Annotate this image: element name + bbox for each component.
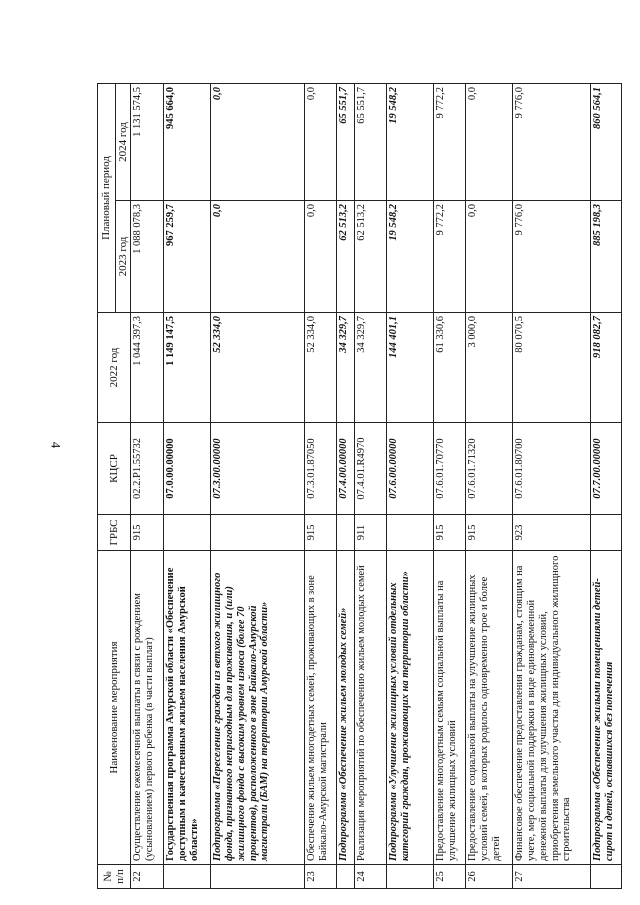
header-plan-period: Плановый период (98, 83, 116, 312)
table-row (513, 83, 591, 888)
cell-2022: 52 334,0 (211, 313, 305, 423)
table-row (355, 83, 387, 888)
cell-name: Предоставление социальной выплаты на улучшение жилищных условий семей, в которых родилось одновременно трое и более детей (466, 551, 513, 865)
cell-2023: 967 259,7 (164, 201, 211, 313)
table-row (466, 83, 513, 888)
budget-table (97, 83, 622, 889)
cell-grbs: 915 (131, 515, 164, 551)
table-row (387, 83, 434, 888)
cell-2024: 65 551,7 (337, 83, 355, 200)
cell-2023: 19 548,2 (387, 201, 434, 313)
table-row (164, 83, 211, 888)
cell-num (211, 865, 305, 889)
cell-2022: 80 070,5 (513, 313, 591, 423)
rotated-table-container (97, 84, 616, 889)
cell-2022: 144 401,1 (387, 313, 434, 423)
cell-num (591, 865, 622, 889)
cell-2023: 885 198,3 (591, 201, 622, 313)
cell-num: 25 (434, 865, 466, 889)
header-name: Наименование мероприятия (98, 551, 131, 865)
cell-2024: 945 664,0 (164, 83, 211, 200)
cell-num: 27 (513, 865, 591, 889)
table-row (211, 83, 305, 888)
cell-kcsr: 07.3.01.87050 (305, 423, 337, 515)
cell-grbs (387, 515, 434, 551)
cell-2023: 0,0 (305, 201, 337, 313)
cell-2023: 0,0 (211, 201, 305, 313)
cell-2023: 9 772,2 (434, 201, 466, 313)
cell-2022: 918 082,7 (591, 313, 622, 423)
cell-kcsr: 07.6.01.70770 (434, 423, 466, 515)
header-kcsr: КЦСР (98, 423, 131, 515)
table-row (305, 83, 337, 888)
cell-2024: 0,0 (211, 83, 305, 200)
cell-num: 26 (466, 865, 513, 889)
cell-kcsr: 07.6.01.71320 (466, 423, 513, 515)
cell-name: Подпрограмма «Переселение граждан из ветхого жилищного фонда, признанного непригодным для проживания, и (или) жилищного фонда с высоким уровнем износа (более 70 процентов), расположенного в зоне Байкало-Амурской магистрали (БАМ) на территории Амурской области» (211, 551, 305, 865)
cell-name: Государственная программа Амурской области «Обеспечение доступным и качественным жильем населения Амурской области» (164, 551, 211, 865)
cell-num: 23 (305, 865, 337, 889)
cell-grbs: 915 (434, 515, 466, 551)
cell-name: Финансовое обеспечение предоставления гражданам, стоящим на учете, мер социальной поддержки в виде единовременной денежной выплаты для улучшения жилищных условий, приобретения земельного участка для индивидуального жилищного строительства (513, 551, 591, 865)
cell-2022: 61 330,6 (434, 313, 466, 423)
cell-2024: 9 772,2 (434, 83, 466, 200)
cell-num: 24 (355, 865, 387, 889)
header-2024: 2024 год (116, 83, 131, 200)
cell-name: Обеспечение жильем многодетных семей, проживающих в зоне Байкало-Амурской магистрали (305, 551, 337, 865)
cell-2024: 0,0 (305, 83, 337, 200)
cell-2022: 34 329,7 (337, 313, 355, 423)
cell-name: Реализация мероприятий по обеспечению жильем молодых семей (355, 551, 387, 865)
cell-kcsr: 07.7.00.00000 (591, 423, 622, 515)
cell-2022: 52 334,0 (305, 313, 337, 423)
cell-2024: 19 548,2 (387, 83, 434, 200)
cell-kcsr: 07.6.00.00000 (387, 423, 434, 515)
cell-num (387, 865, 434, 889)
header-num: № п/п (98, 865, 131, 889)
cell-kcsr: 07.0.00.00000 (164, 423, 211, 515)
cell-2023: 0,0 (466, 201, 513, 313)
cell-2023: 1 088 078,3 (131, 201, 164, 313)
cell-name: Подпрограмма «Обеспечение жильем молодых семей» (337, 551, 355, 865)
table-body (131, 83, 622, 888)
cell-2023: 62 513,2 (337, 201, 355, 313)
cell-2022: 1 044 397,3 (131, 313, 164, 423)
cell-kcsr: 07.3.00.00000 (211, 423, 305, 515)
cell-2022: 1 149 147,5 (164, 313, 211, 423)
page-number: 4 (48, 441, 64, 449)
cell-grbs: 915 (466, 515, 513, 551)
cell-2023: 62 513,2 (355, 201, 387, 313)
header-2022: 2022 год (98, 313, 131, 423)
cell-name: Предоставление многодетным семьям социальной выплаты на улучшение жилищных условий (434, 551, 466, 865)
cell-2023: 9 776,0 (513, 201, 591, 313)
cell-grbs: 923 (513, 515, 591, 551)
cell-kcsr: 07.4.01.R4970 (355, 423, 387, 515)
cell-grbs (164, 515, 211, 551)
table-row (591, 83, 622, 888)
cell-kcsr: 07.4.00.00000 (337, 423, 355, 515)
cell-grbs (591, 515, 622, 551)
header-2023: 2023 год (116, 201, 131, 313)
cell-grbs (211, 515, 305, 551)
cell-2024: 65 551,7 (355, 83, 387, 200)
cell-2024: 1 131 574,5 (131, 83, 164, 200)
cell-name: Подпрограмма «Улучшение жилищных условий отдельных категорий граждан, проживающих на территории области» (387, 551, 434, 865)
cell-grbs: 911 (355, 515, 387, 551)
cell-2022: 34 329,7 (355, 313, 387, 423)
cell-num (337, 865, 355, 889)
table-row (337, 83, 355, 888)
cell-num (164, 865, 211, 889)
cell-kcsr: 07.6.01.80700 (513, 423, 591, 515)
cell-num: 22 (131, 865, 164, 889)
cell-2024: 9 776,0 (513, 83, 591, 200)
cell-2024: 860 564,1 (591, 83, 622, 200)
table-row (131, 83, 164, 888)
cell-kcsr: 02.2.P1.55732 (131, 423, 164, 515)
cell-2022: 3 000,0 (466, 313, 513, 423)
table-row (434, 83, 466, 888)
cell-2024: 0,0 (466, 83, 513, 200)
cell-grbs: 915 (305, 515, 337, 551)
cell-name: Осуществление ежемесячной выплаты в связи с рождением (усыновлением) первого ребенка (в части выплат) (131, 551, 164, 865)
cell-name: Подпрограмма «Обеспечение жилыми помещениями детей-сирот и детей, оставшихся без попечения (591, 551, 622, 865)
header-grbs: ГРБС (98, 515, 131, 551)
cell-grbs (337, 515, 355, 551)
